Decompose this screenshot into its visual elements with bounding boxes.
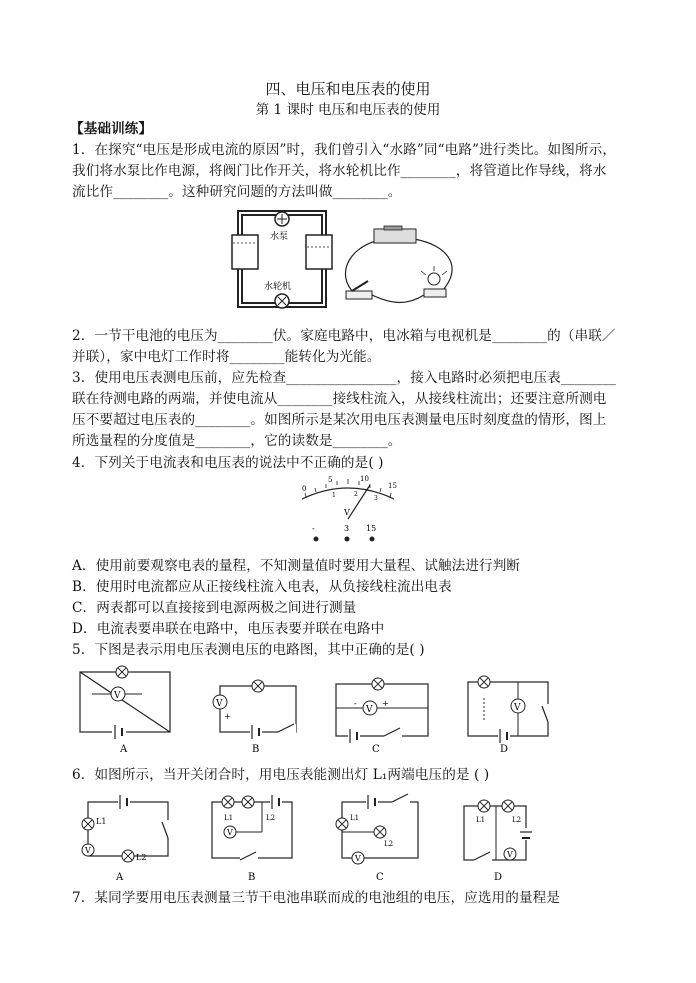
right-tank (306, 235, 332, 269)
q6-circuit-a (82, 795, 174, 883)
q5-stem: 5．下图是表示用电压表测电压的电路图，其中正确的是( ) (72, 642, 425, 658)
q4-option-c: C．两表都可以直接接到电源两极之间进行测量 (72, 600, 357, 616)
bulb-icon (428, 273, 440, 285)
q3-line-2: 联在待测电路的两端，并使电流从________接线柱流入，从接线柱流出；还要注意所测电 (72, 391, 607, 407)
terminal-knob-3 (345, 537, 350, 542)
voltmeter-dial-figure (292, 473, 404, 545)
q6d-voltmeter-label: V (507, 850, 513, 859)
battery-icon (374, 229, 416, 243)
q5c-plus: + (382, 699, 389, 708)
q5-label-d: D (500, 744, 509, 755)
q5b-voltmeter-label: V (216, 699, 223, 709)
q3-line-3: 压不要超过电压表的________。如图所示是某次用电压表测量电压时刻度盘的情形，图上 (72, 412, 607, 428)
q6d-l1-label: L1 (476, 816, 486, 824)
q6b-l2-label: L2 (266, 814, 276, 822)
q5-circuit-b (213, 680, 296, 755)
q4-option-d: D．电流表要串联在电路中，电压表要并联在电路中 (72, 621, 385, 637)
scale-bottom-3: 3 (374, 495, 378, 502)
q6c-l1-label: L1 (350, 814, 360, 822)
q6-circuit-c (336, 794, 418, 883)
scale-zero: 0 (302, 485, 307, 493)
q6c-voltmeter-label: V (355, 854, 361, 863)
scale-top-15: 15 (388, 482, 397, 490)
q1-line-2: 我们将水泵比作电源，将阀门比作开关，将水轮机比作________，将管道比作导线，将水 (72, 163, 607, 179)
q5-circuit-a (80, 666, 170, 755)
q6b-l1-label: L1 (224, 814, 234, 822)
q5b-plus: + (224, 712, 231, 721)
dial-needle (348, 485, 370, 519)
q6-label-a: A (116, 872, 124, 883)
q6-label-d: D (494, 872, 503, 883)
q5-circuit-c (336, 678, 428, 755)
scale-bottom-2: 2 (354, 491, 358, 498)
scale-bottom-1: 1 (332, 492, 336, 499)
left-tank (232, 235, 258, 269)
switch-icon (346, 291, 372, 299)
q6-circuit-d (464, 800, 532, 883)
water-circuit-figure (228, 205, 468, 313)
page-subtitle: 第 1 课时 电压和电压表的使用 (255, 102, 441, 118)
q5c-voltmeter-label: V (366, 705, 373, 715)
dial-unit: V (344, 508, 350, 517)
q5d-voltmeter-label: V (514, 703, 521, 713)
q4-stem: 4．下列关于电流表和电压表的说法中不正确的是( ) (72, 455, 384, 471)
q2-line-2: 并联），家中电灯工作时将________能转化为光能。 (72, 349, 381, 365)
turbine-label: 水轮机 (264, 282, 292, 292)
q6-label-c: C (376, 872, 384, 883)
scale-top-10: 10 (360, 475, 369, 483)
q6-circuit-b (212, 795, 292, 883)
q6a-voltmeter-label: V (85, 846, 91, 855)
terminal-knob-minus (314, 537, 319, 542)
q6b-voltmeter-label: V (227, 828, 233, 837)
q4-option-a: A．使用前要观察电表的量程，不知测量值时要用大量程、试触法进行判断 (72, 558, 521, 574)
q6a-l2-label: L2 (136, 853, 147, 862)
q1-line-3: 流比作________。这种研究问题的方法叫做________。 (72, 184, 402, 200)
q6a-l1-label: L1 (96, 817, 107, 826)
page-title: 四、电压和电压表的使用 (265, 80, 431, 98)
section-heading: 【基础训练】 (70, 121, 153, 137)
terminal-minus: - (312, 524, 315, 533)
q5-label-a: A (120, 744, 128, 755)
q5-circuits-figure (72, 664, 632, 758)
q5c-minus: - (354, 699, 357, 708)
pump-label: 水泵 (270, 232, 289, 242)
q3-line-4: 所选量程的分度值是________，它的读数是________。 (72, 433, 402, 449)
terminal-15: 15 (366, 524, 377, 533)
q6-circuits-figure (80, 788, 550, 884)
q5-circuit-d (468, 676, 554, 755)
q6c-l2-label: L2 (384, 840, 394, 848)
q5a-voltmeter-label: V (114, 691, 121, 701)
terminal-knob-15 (370, 537, 375, 542)
scale-top-5: 5 (328, 476, 333, 484)
terminal-3: 3 (344, 524, 350, 533)
q5-label-b: B (252, 744, 260, 755)
q6d-l2-label: L2 (512, 816, 522, 824)
q1-line-1: 1．在探究“电压是形成电流的原因”时，我们曾引入“水路”同“电路”进行类比。如图所示， (72, 142, 617, 158)
q2-line-1: 2．一节干电池的电压为________伏。家庭电路中，电冰箱与电视机是________的（串联／ (72, 328, 616, 344)
q6-stem: 6．如图所示，当开关闭合时，用电压表能测出灯 L₁两端电压的是 ( ) (72, 767, 490, 783)
q3-line-1: 3．使用电压表测电压前，应先检查________________，接入电路时必须把电压表________ (72, 370, 617, 386)
q7-stem: 7．某同学要用电压表测量三节干电池串联而成的电池组的电压，应选用的量程是 (72, 890, 561, 906)
q4-option-b: B．使用时电流都应从正接线柱流入电表，从负接线柱流出电表 (72, 579, 452, 595)
q6-label-b: B (248, 872, 256, 883)
q5-label-c: C (372, 744, 380, 755)
